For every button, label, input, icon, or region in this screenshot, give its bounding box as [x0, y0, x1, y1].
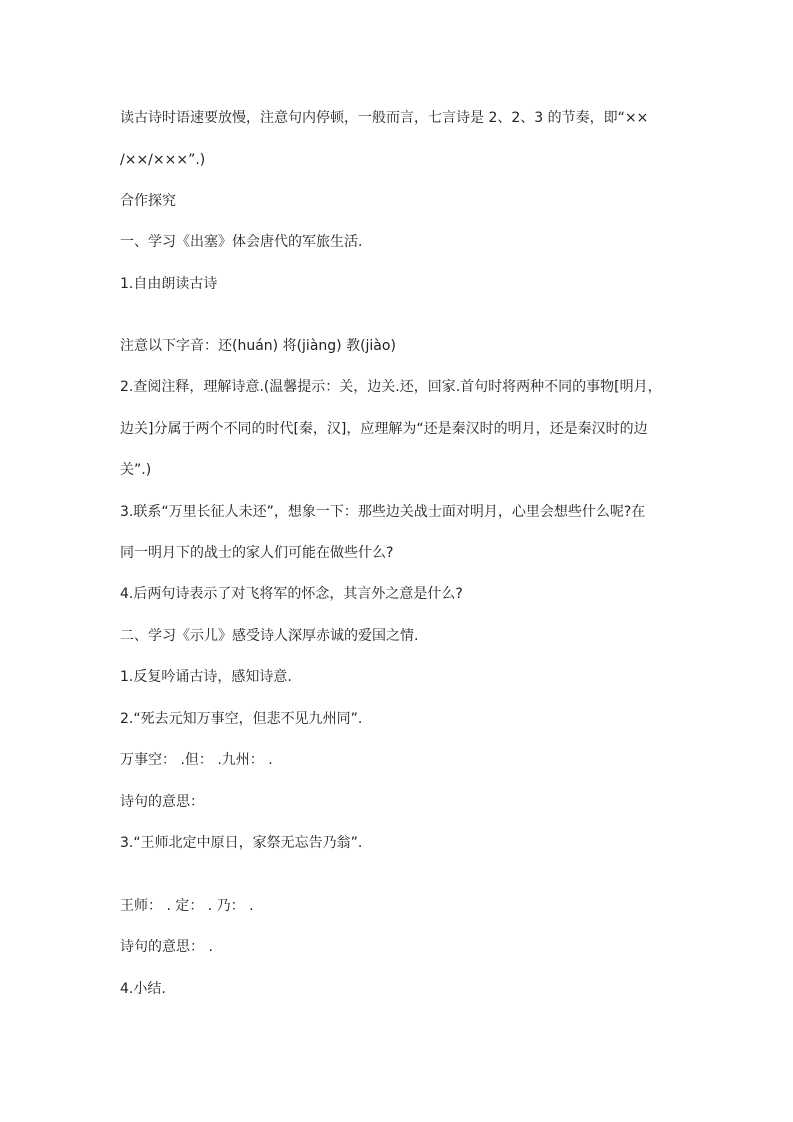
section-heading-cooperative-inquiry: 合作探究	[120, 193, 176, 209]
shier-step-1: 1.反复吟诵古诗，感知诗意.	[120, 669, 292, 685]
heading-part-one-chusai: 一、学习《出塞》体会唐代的军旅生活.	[120, 234, 363, 250]
shier-step-3-quote: 3.“王师北定中原日，家祭无忘告乃翁”.	[120, 835, 363, 851]
step-4-general: 4.后两句诗表示了对飞将军的怀念，其言外之意是什么?	[120, 586, 463, 602]
shier-step-2-quote: 2.“死去元知万事空，但悲不见九州同”.	[120, 711, 363, 727]
text-line-rhythm: /××/×××”.)	[120, 152, 206, 168]
step-3-imagine: 3.联系“万里长征人未还”，想象一下：那些边关战士面对明月，心里会想些什么呢?在	[120, 504, 646, 520]
step-2-annotations-end: 关”.)	[120, 462, 152, 478]
shier-step-3-terms: 王师： . 定： . 乃： .	[120, 898, 254, 914]
shier-step-3-meaning: 诗句的意思： .	[120, 939, 213, 955]
step-1-free-reading: 1.自由朗读古诗	[120, 276, 218, 292]
text-line-reading-tip: 读古诗时语速要放慢，注意句内停顿，一般而言，七言诗是 2、2、3 的节奏，即“××	[120, 110, 649, 126]
pronunciation-note: 注意以下字音：还(huán) 将(jiàng) 教(jiào)	[120, 338, 396, 354]
shier-step-2-meaning: 诗句的意思：	[120, 794, 204, 810]
step-3-imagine-cont: 同一明月下的战士的家人们可能在做些什么?	[120, 545, 394, 561]
step-2-annotations: 2.查阅注释，理解诗意.(温馨提示：关，边关.还，回家.首句时将两种不同的事物[明月，	[120, 379, 662, 395]
step-2-annotations-cont: 边关]分属于两个不同的时代[秦，汉]，应理解为“还是秦汉时的明月，还是秦汉时的边	[120, 421, 648, 437]
shier-step-4-summary: 4.小结.	[120, 981, 166, 997]
heading-part-two-shier: 二、学习《示儿》感受诗人深厚赤诚的爱国之情.	[120, 628, 419, 644]
shier-step-2-terms: 万事空： .但： .九州： .	[120, 752, 273, 768]
